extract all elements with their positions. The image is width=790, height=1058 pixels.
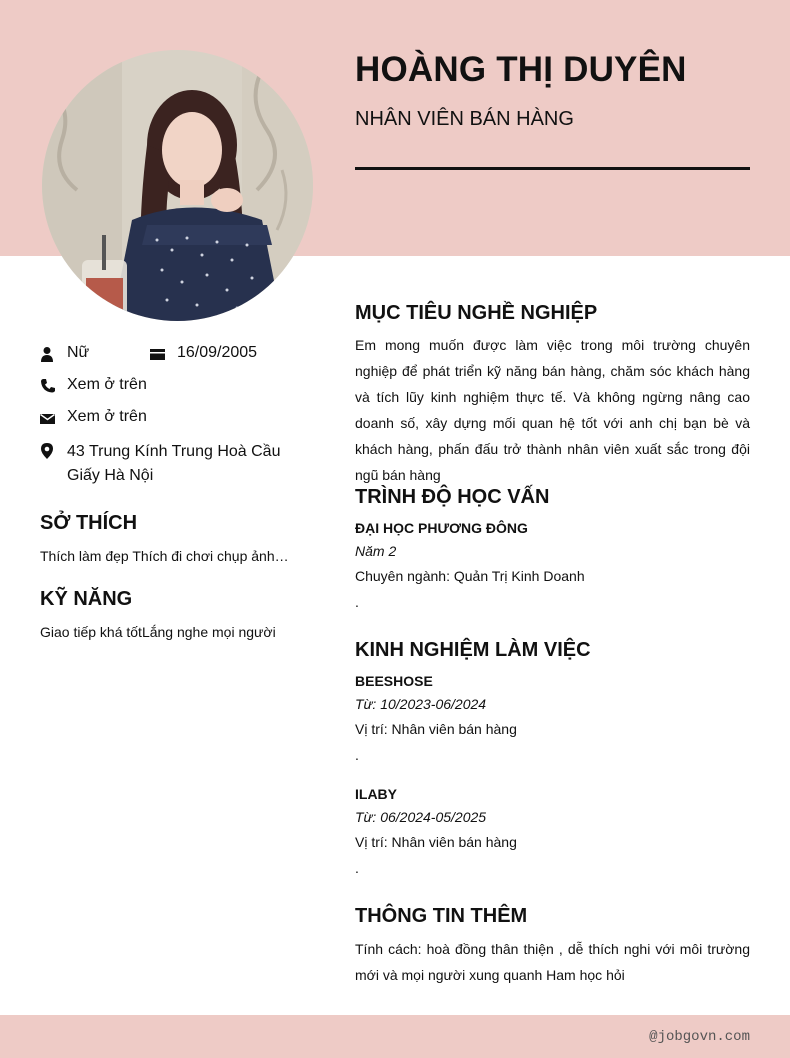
address-row <box>40 440 317 488</box>
gender-text: Nữ <box>67 344 90 361</box>
school-major: Chuyên ngành: Quản Trị Kinh Doanh <box>355 568 585 584</box>
location-icon <box>40 443 56 459</box>
person-icon <box>40 346 56 362</box>
skills-text: Giao tiếp khá tốtLắng nghe mọi người <box>40 624 276 640</box>
job-title: NHÂN VIÊN BÁN HÀNG <box>355 108 574 130</box>
education-note: . <box>355 594 359 610</box>
mail-icon <box>40 410 56 426</box>
hobbies-heading: SỞ THÍCH <box>40 512 138 534</box>
objective-heading: MỤC TIÊU NGHỀ NGHIỆP <box>355 302 598 324</box>
phone-text: Xem ở trên <box>67 376 147 393</box>
job-position: Vị trí: Nhân viên bán hàng <box>355 721 517 737</box>
objective-text: Em mong muốn được làm việc trong môi trường chuyên nghiệp để phát triển kỹ năng bán hàng, chăm sóc khách hàng và tích lũy kinh nghiệm thực tế. Và không ngừng nâng cao doanh số, xây dựng mối quan hệ tốt với anh chị bạn bè và khách hàng, phấn đấu trở thành nhân viên xuất sắc trong đội ngũ bán hàng <box>355 337 750 483</box>
title-divider <box>355 167 750 170</box>
address-text: 43 Trung Kính Trung Hoà Cầu Giấy Hà Nội <box>67 443 281 484</box>
education-heading: TRÌNH ĐỘ HỌC VẤN <box>355 486 550 508</box>
birthdate-text: 16/09/2005 <box>177 344 258 361</box>
experience-heading: KINH NGHIỆM LÀM VIỆC <box>355 639 591 661</box>
school-name: ĐẠI HỌC PHƯƠNG ĐÔNG <box>355 520 528 536</box>
job-company: BEESHOSE <box>355 673 433 689</box>
job-position: Vị trí: Nhân viên bán hàng <box>355 834 517 850</box>
extra-info-heading: THÔNG TIN THÊM <box>355 905 528 927</box>
email-text: Xem ở trên <box>67 408 147 425</box>
phone-icon <box>40 378 56 394</box>
skills-heading: KỸ NĂNG <box>40 588 133 610</box>
phone-row <box>40 376 147 394</box>
job-note: . <box>355 747 359 763</box>
calendar-icon <box>150 346 166 362</box>
candidate-name: HOÀNG THỊ DUYÊN <box>355 50 687 89</box>
avatar <box>42 50 313 321</box>
job-period: Từ: 10/2023-06/2024 <box>355 696 487 712</box>
hobbies-text: Thích làm đẹp Thích đi chơi chụp ảnh… <box>40 548 289 564</box>
footer-watermark: @jobgovn.com <box>649 1029 750 1045</box>
email-row <box>40 408 147 426</box>
job-company: ILABY <box>355 786 397 802</box>
birthdate-row <box>150 344 257 362</box>
gender-row <box>40 344 89 362</box>
extra-info-text: Tính cách: hoà đồng thân thiện , dễ thích nghi với môi trường mới và mọi người xung quanh Ham học hỏi <box>355 941 750 983</box>
job-note: . <box>355 860 359 876</box>
job-period: Từ: 06/2024-05/2025 <box>355 809 487 825</box>
school-year: Năm 2 <box>355 543 397 559</box>
